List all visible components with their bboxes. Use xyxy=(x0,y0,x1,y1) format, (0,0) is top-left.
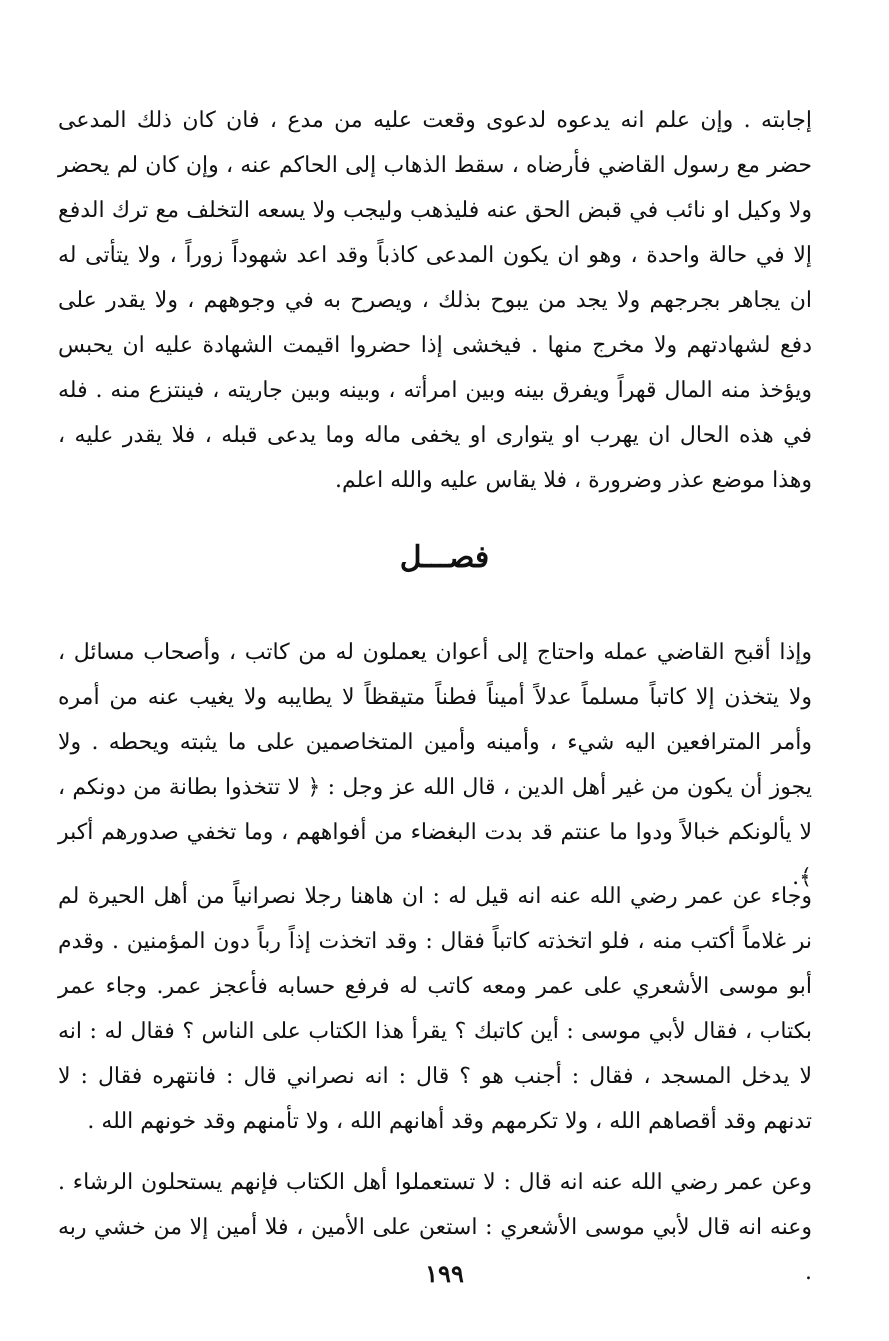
section-heading: فصـــل xyxy=(399,540,490,575)
paragraph-4: وعن عمر رضي الله عنه انه قال : لا تستعملوا أهل الكتاب فإنهم يستحلون الرشاء . وعنه انه قال لأبي موسى الأشعري : استعن على الأمين ، فلا أمين إلا من خشي ربه . xyxy=(58,1170,812,1285)
paragraph-2: وإذا أقبح القاضي عمله واحتاج إلى أعوان يعملون له من كاتب ، وأصحاب مسائل ، ولا يتخذن إلا كاتباً مسلماً عدلاً أميناً فطناً متيقظاً لا يطايبه ولا يغيب عنه من أمره وأمر المترافعين اليه شيء ، وأمينه وأمين المتخاصمين على ما يثبته ويحطه . ولا يجوز أن يكون من غير أهل الدين ، قال الله عز وجل : ﴿ لا تتخذوا بطانة من دونكم ، لا يألونكم خبالاً ودوا ما عنتم قد بدت البغضاء من أفواههم ، وما تخفي صدورهم أكبر ﴾. xyxy=(58,640,812,890)
page-number: ١٩٩ xyxy=(425,1259,464,1288)
paragraph-3: وجاء عن عمر رضي الله عنه انه قيل له : ان هاهنا رجلا نصرانياً من أهل الحيرة لم نر غلاماً أكتب منه ، فلو اتخذته كاتباً فقال : وقد اتخذت إذاً رباً دون المؤمنين . وقدم أبو موسى الأشعري على عمر ومعه كاتب له فرفع حسابه فأعجز عمر. وجاء عمر بكتاب ، فقال لأبي موسى : أين كاتبك ؟ يقرأ هذا الكتاب على الناس ؟ فقال له : انه لا يدخل المسجد ، فقال : أجنب هو ؟ قال : انه نصراني قال : فانتهره فقال : لا تدنهم وقد أقصاهم الله ، ولا تكرمهم وقد أهانهم الله ، ولا تأمنهم وقد خونهم الله . xyxy=(58,884,812,1134)
paragraph-1: إجابته . وإن علم انه يدعوه لدعوى وقعت عليه من مدع ، فان كان ذلك المدعى حضر مع رسول القاضي فأرضاه ، سقط الذهاب إلى الحاكم عنه ، وإن كان لم يحضر ولا وكيل او نائب في قبض الحق عنه فليذهب وليجب ولا يسعه التخلف مع ترك الدفع إلا في حالة واحدة ، وهو ان يكون المدعى كاذباً وقد اعد شهوداً زوراً ، ولا يتأتى له ان يجاهر بجرجهم ولا يجد من يبوح بذلك ، ويصرح به في وجوههم ، ولا يقدر على دفع لشهادتهم ولا مخرج منها . فيخشى إذا حضروا اقيمت الشهادة عليه ان يحبس ويؤخذ منه المال قهراً ويفرق بينه وبين امرأته ، وبينه وبين جاريته ، فينتزع منه . فله في هذه الحال ان يهرب او يتوارى او يخفى ماله وما يدعى قبله ، فلا يقدر عليه ، وهذا موضع عذر وضرورة ، فلا يقاس عليه والله اعلم. xyxy=(58,108,813,493)
